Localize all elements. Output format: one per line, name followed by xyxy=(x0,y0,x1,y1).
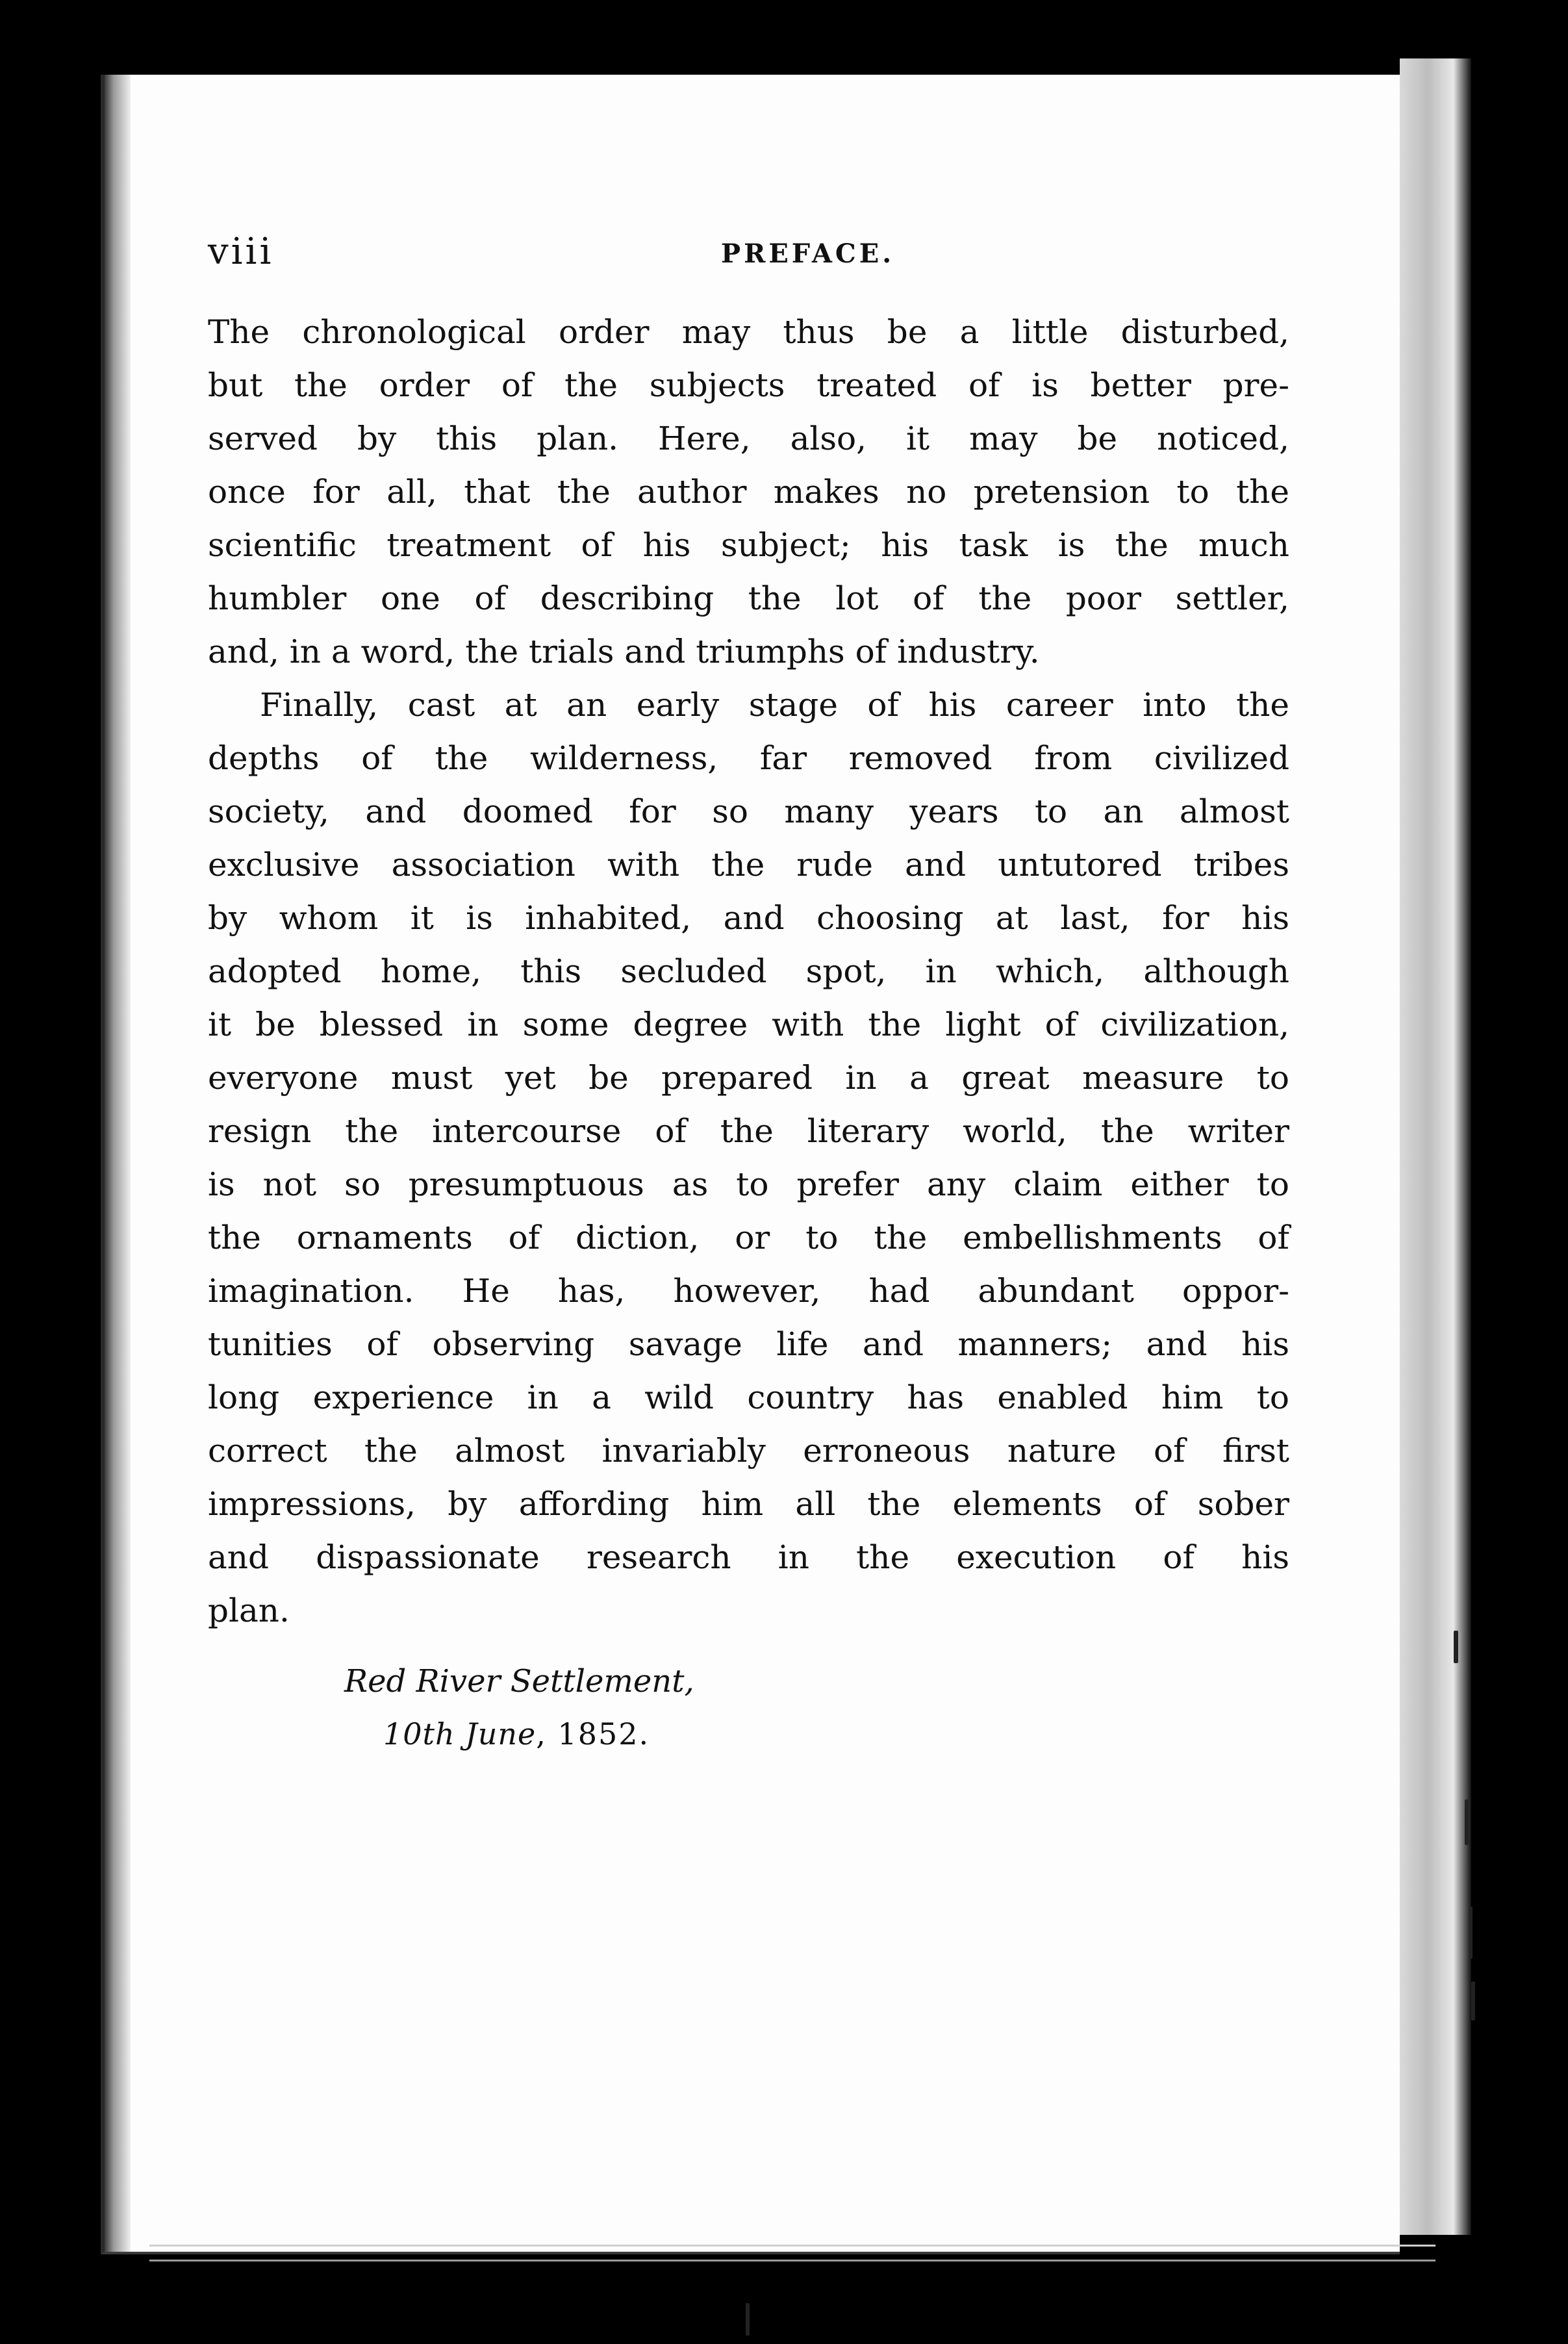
text-line: everyone must yet be prepared in a great measure to xyxy=(208,1059,1289,1097)
signoff-date-day: 10th June xyxy=(383,1716,537,1752)
scan-speck xyxy=(746,2303,750,2336)
signoff-date-year: , 1852. xyxy=(536,1716,650,1752)
running-head xyxy=(208,231,1289,276)
text-line: but the order of the subjects treated of is better pre- xyxy=(208,366,1289,404)
text-line: adopted home, this secluded spot, in which, although xyxy=(208,952,1289,990)
text-line: imagination. He has, however, had abundant oppor- xyxy=(208,1272,1289,1310)
text-line: correct the almost invariably erroneous nature of first xyxy=(208,1432,1289,1470)
text-line: once for all, that the author makes no pretension to the xyxy=(208,473,1289,511)
text-line: resign the intercourse of the literary world, the writer xyxy=(208,1112,1289,1150)
scan-speck xyxy=(1465,1800,1469,1845)
text-line: it be blessed in some degree with the light of civilization, xyxy=(208,1006,1289,1043)
text-line: and dispassionate research in the execution of his xyxy=(208,1538,1289,1576)
text-line: by whom it is inhabited, and choosing at last, for his xyxy=(208,899,1289,937)
text-line: The chronological order may thus be a little disturbed, xyxy=(208,313,1289,351)
scan-speck xyxy=(1471,1981,1475,2020)
text-line: long experience in a wild country has enabled him to xyxy=(208,1379,1289,1416)
text-line: plan. xyxy=(208,1592,290,1629)
text-line: depths of the wilderness, far removed from civilized xyxy=(208,739,1289,777)
text-line: impressions, by affording him all the elements of sober xyxy=(208,1485,1289,1523)
scan-speck xyxy=(1454,1631,1458,1663)
body-text xyxy=(208,305,1289,1637)
page-number: viii xyxy=(208,231,274,273)
text-line: and, in a word, the trials and triumphs of industry. xyxy=(208,633,1040,670)
text-line: the ornaments of diction, or to the embellishments of xyxy=(208,1219,1289,1256)
page-bottom-edge xyxy=(149,2245,1435,2261)
text-line: tunities of observing savage life and manners; and his xyxy=(208,1325,1289,1363)
signoff-place: Red River Settlement, xyxy=(344,1663,694,1700)
paragraph-1 xyxy=(208,305,1289,678)
text-line: society, and doomed for so many years to an almost xyxy=(208,793,1289,830)
running-title: PREFACE. xyxy=(721,238,895,269)
text-line: humbler one of describing the lot of the poor settler, xyxy=(208,580,1289,617)
text-line: served by this plan. Here, also, it may be noticed, xyxy=(208,420,1289,457)
text-line: Finally, cast at an early stage of his career into the xyxy=(260,686,1289,724)
next-leaf-edge xyxy=(1400,58,1471,2235)
text-line: exclusive association with the rude and untutored tribes xyxy=(208,846,1289,884)
signoff-date xyxy=(383,1716,650,1752)
scan-speck xyxy=(1469,1907,1473,1959)
paragraph-2 xyxy=(208,678,1289,1637)
text-line: scientific treatment of his subject; his task is the much xyxy=(208,526,1289,564)
page-gutter xyxy=(105,75,131,2252)
text-line: is not so presumptuous as to prefer any claim either to xyxy=(208,1166,1289,1203)
